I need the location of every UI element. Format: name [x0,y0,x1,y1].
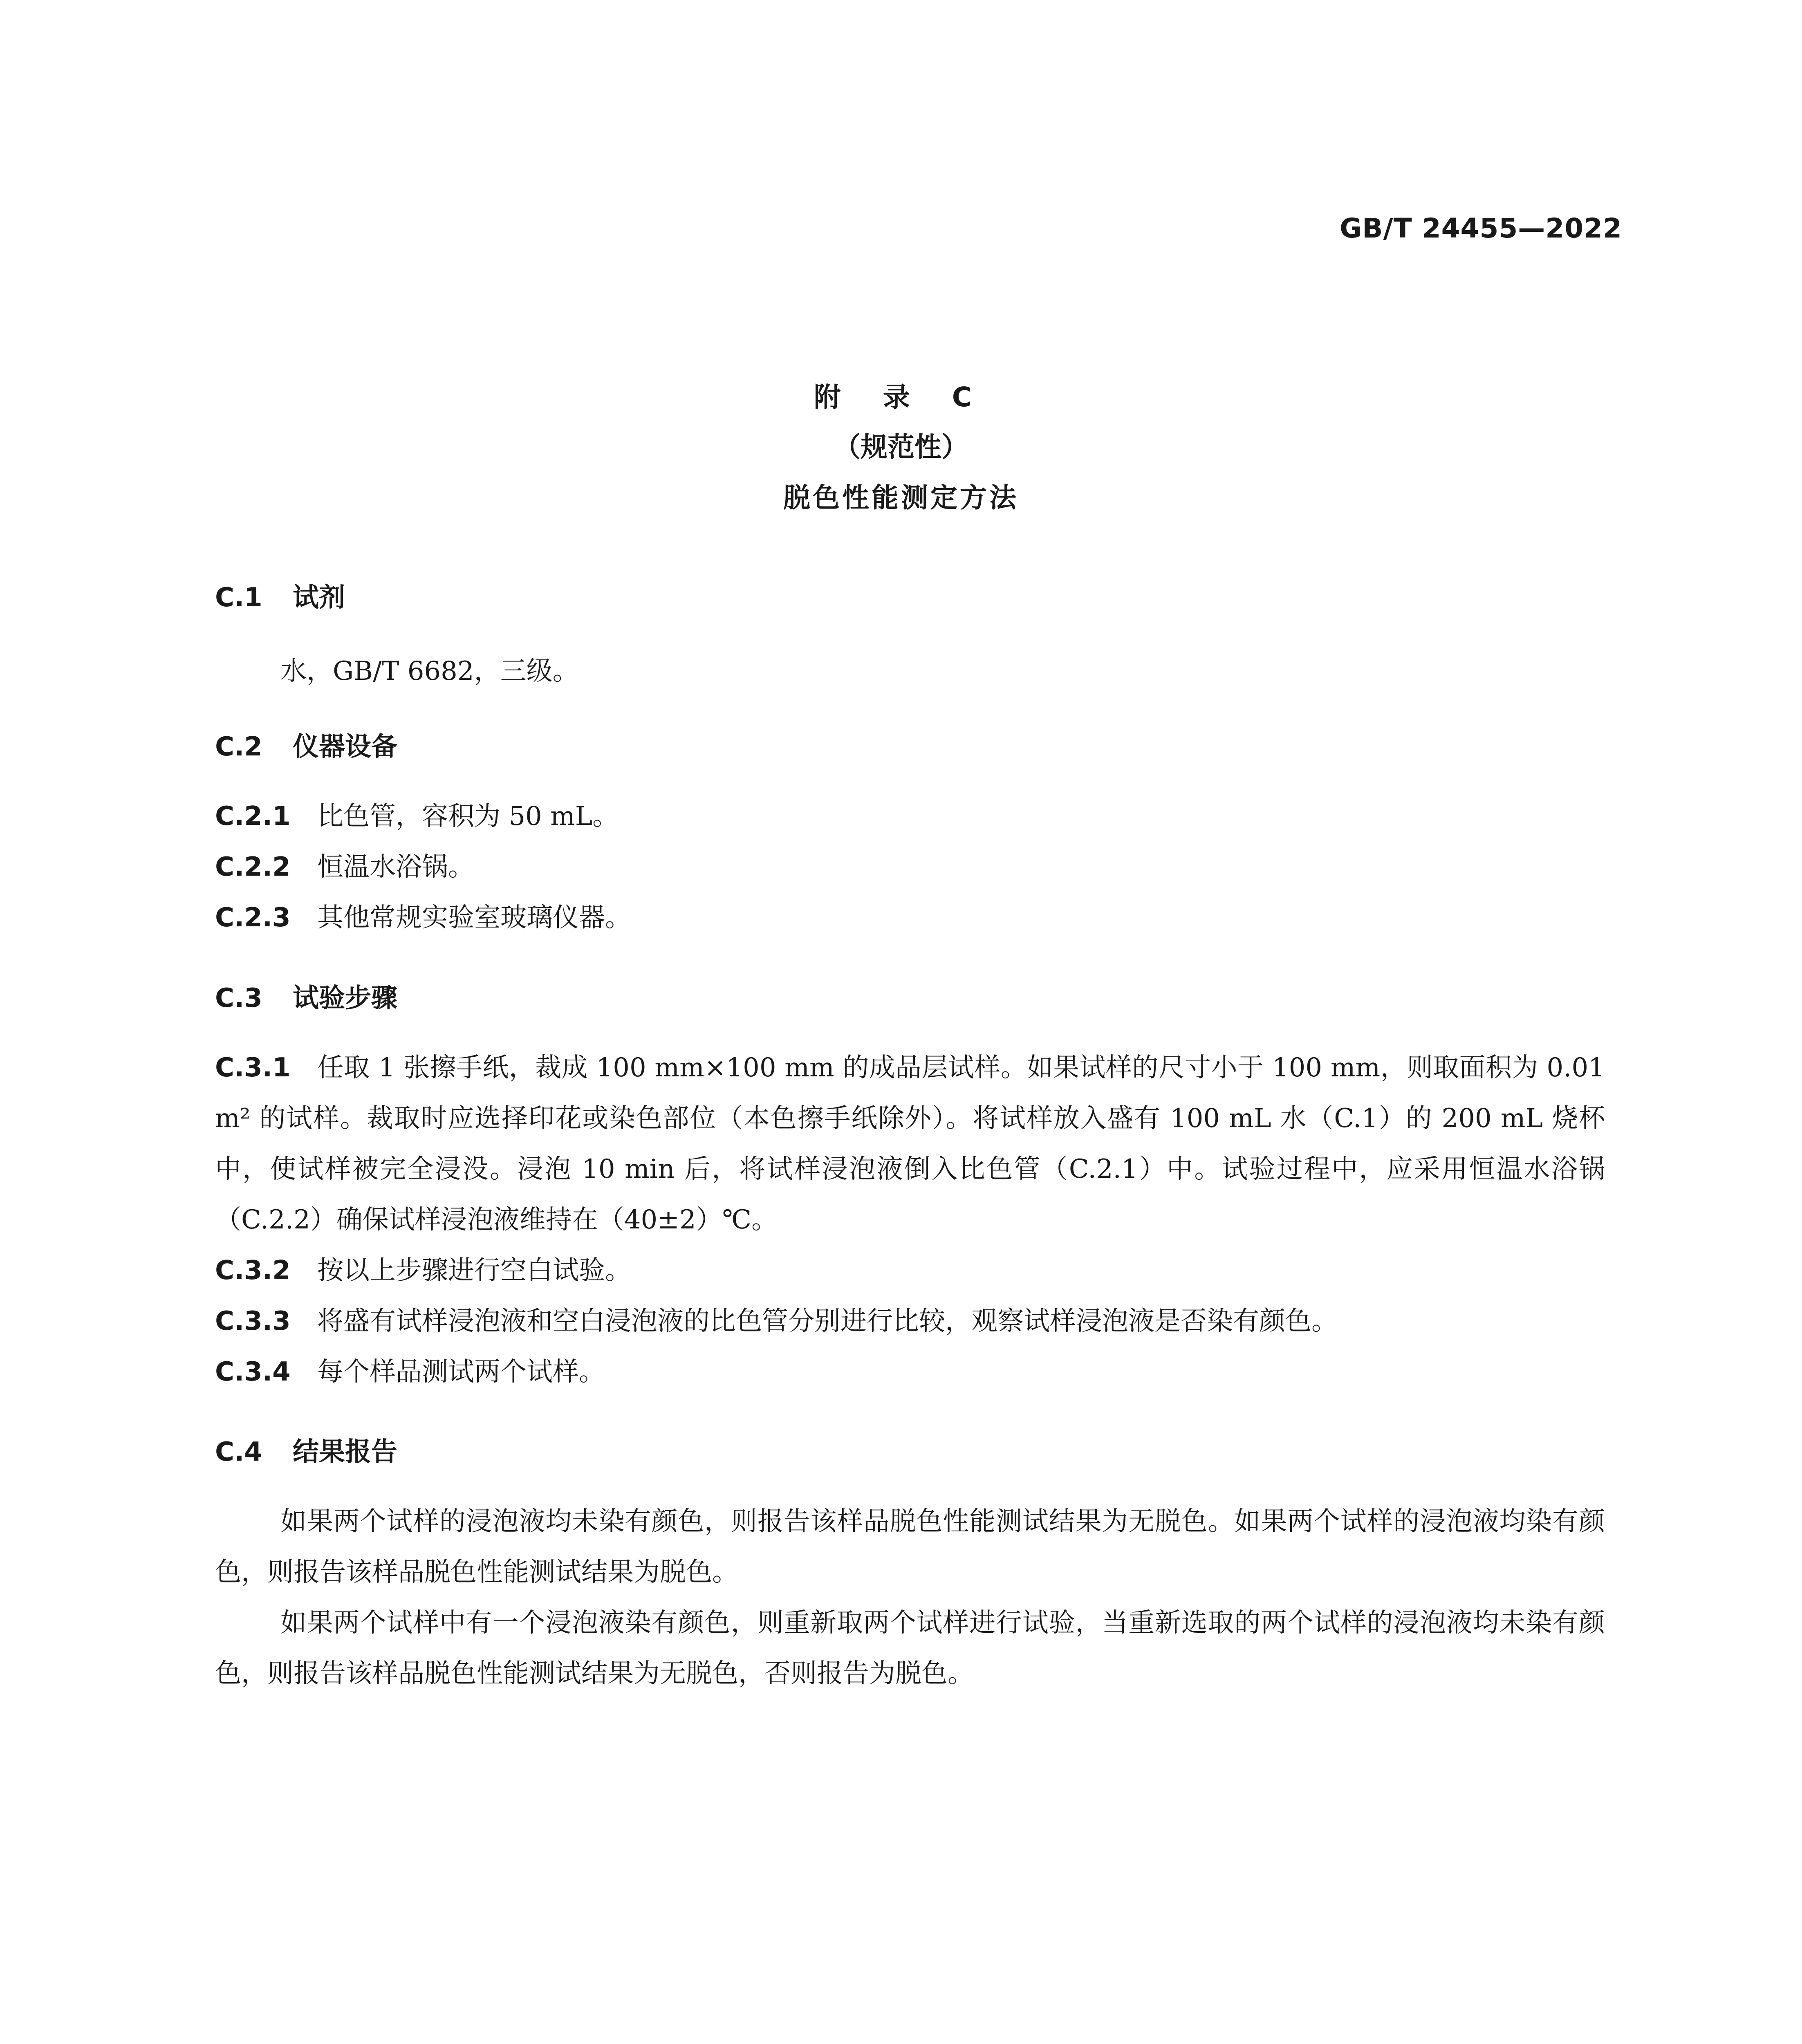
clause-c2-3 [215,892,1605,943]
clause-c3-3 [215,1296,1605,1347]
paragraph-c4-2: 如果两个试样中有一个浸泡液染有颜色，则重新取两个试样进行试验，当重新选取的两个试样的浸泡液均未染有颜色，则报告该样品脱色性能测试结果为无脱色，否则报告为脱色。 [215,1608,1605,1689]
clause-number: C.3.4 [215,1357,291,1387]
paragraph-c4-1: 如果两个试样的浸泡液均未染有颜色，则报告该样品脱色性能测试结果为无脱色。如果两个试样的浸泡液均染有颜色，则报告该样品脱色性能测试结果为脱色。 [215,1506,1605,1587]
clause-text: 其他常规实验室玻璃仪器。 [317,903,631,933]
clause-c3-2 [215,1245,1605,1296]
annex-type: （规范性） [834,431,968,463]
section-title: 试剂 [293,583,345,613]
clause-number: C.2.1 [215,801,291,831]
annex-label: 附 录 C [814,381,988,413]
clause-c2-2 [215,842,1605,892]
clause-c2-1 [215,791,1605,842]
annex-title: 脱色性能测定方法 [783,482,1019,513]
clause-c3-1 [215,1042,1605,1245]
section-heading-c1 [215,576,345,614]
clause-number: C.2.2 [215,852,291,882]
section-number: C.1 [215,583,262,613]
section-title: 试验步骤 [293,983,397,1013]
section-number: C.4 [215,1437,262,1467]
clause-text: 比色管，容积为 50 mL。 [317,801,619,831]
clause-text: 任取 1 张擦手纸，裁成 100 mm×100 mm 的成品层试样。如果试样的尺寸小于 100 mm，则取面积为 0.01 m² 的试样。裁取时应选择印花或染色部位（本色擦手纸除外）。将试样放入盛有 100 mL 水（C.1）的 200 mL 烧杯中，使试样被完全浸没。浸泡 10 min 后，将试样浸泡液倒入比色管（C.2.1）中。试验过程中，应采用恒温水浴锅（C.2.2）确保试样浸泡液维持在（40±2）℃。 [215,1053,1605,1235]
clause-c3-4 [215,1347,1605,1397]
clause-number: C.3.3 [215,1306,291,1336]
clause-number: C.3.1 [215,1053,291,1083]
clause-text: 每个样品测试两个试样。 [317,1357,605,1387]
clause-number: C.2.3 [215,903,291,933]
clause-text: 恒温水浴锅。 [317,852,474,882]
clause-text: 按以上步骤进行空白试验。 [317,1255,631,1286]
section-heading-c2 [215,726,397,763]
section-number: C.2 [215,732,262,762]
standard-number: GB/T 24455—2022 [1340,213,1622,244]
clause-number: C.3.2 [215,1255,291,1286]
clause-text: 将盛有试样浸泡液和空白浸泡液的比色管分别进行比较，观察试样浸泡液是否染有颜色。 [317,1306,1338,1336]
paragraph-c1-text: 水，GB/T 6682，三级。 [280,656,579,686]
section-heading-c3 [215,977,397,1015]
section-heading-c4 [215,1431,397,1468]
section-title: 结果报告 [293,1437,397,1467]
section-title: 仪器设备 [293,732,397,762]
section-number: C.3 [215,983,262,1013]
